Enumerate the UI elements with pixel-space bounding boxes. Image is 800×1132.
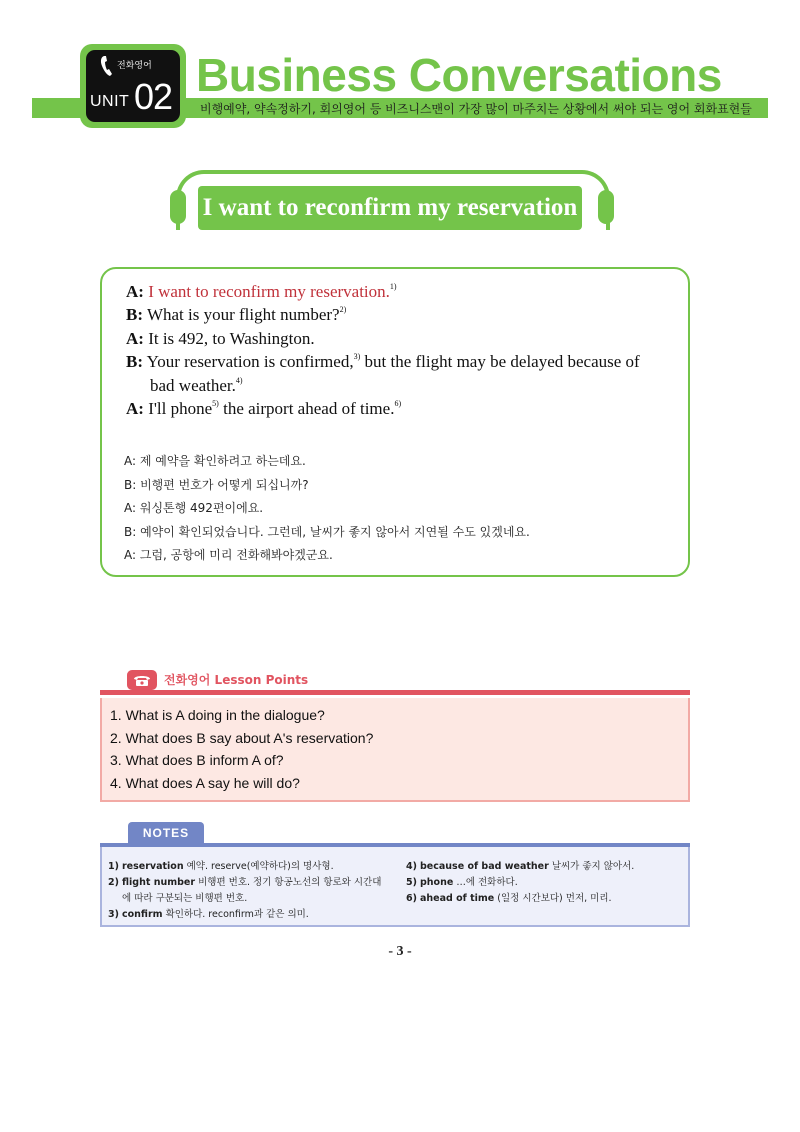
- dialogue-text: I want to reconfirm my reservation.: [148, 282, 390, 301]
- dialogue-text: It is 492, to Washington.: [148, 329, 315, 348]
- note-desc: 예약. reserve(예약하다)의 명사형.: [186, 861, 334, 872]
- note-number: 5): [406, 877, 417, 888]
- unit-label: UNIT: [90, 93, 130, 110]
- speaker: B:: [126, 305, 143, 324]
- lesson-title-banner: [198, 186, 582, 230]
- note-number: 6): [406, 893, 417, 904]
- note-ref: 2): [339, 305, 347, 314]
- note-desc: (일정 시간보다) 먼저, 미리.: [497, 893, 612, 904]
- note-item: [122, 890, 247, 904]
- note-number: 4): [406, 861, 417, 872]
- note-item: [108, 858, 334, 872]
- telephone-icon: [127, 670, 157, 690]
- note-ref: 1): [389, 282, 397, 291]
- note-term: confirm: [121, 909, 163, 920]
- note-item: [406, 858, 634, 872]
- dialogue-text: What is your flight number?: [146, 305, 340, 324]
- note-ref: 6): [394, 399, 402, 408]
- note-item: [406, 890, 612, 904]
- banner-earpiece-right: [598, 190, 614, 224]
- note-desc: 에 따라 구분되는 비행편 번호.: [122, 893, 248, 904]
- notes-tab: [128, 822, 204, 844]
- note-term: phone: [419, 877, 454, 888]
- dialogue-text: Your reservation is confirmed,: [146, 352, 354, 371]
- dialogue-line: [126, 329, 315, 349]
- note-desc: …에 전화하다.: [456, 877, 518, 888]
- translation-line: B: 예약이 확인되었습니다. 그런데, 날씨가 좋지 않아서 지연될 수도 있겠네요.: [124, 525, 530, 539]
- dialogue-line: [126, 399, 401, 419]
- lesson-points-heading: 전화영어 Lesson Points: [164, 673, 309, 687]
- note-number: 2): [108, 877, 119, 888]
- translation-line: A: 워싱톤행 492편이에요.: [124, 501, 264, 515]
- note-desc: 비행편 번호. 정기 항공노선의 항로와 시간대: [198, 877, 382, 888]
- banner-earpiece-left: [170, 190, 186, 224]
- lesson-title: I want to reconfirm my reservation: [202, 194, 578, 221]
- translation-line: B: 비행편 번호가 어떻게 되십니까?: [124, 478, 309, 492]
- speaker: A:: [126, 399, 144, 418]
- dialogue-line: [126, 352, 640, 372]
- lesson-question: 3. What does B inform A of?: [110, 752, 284, 768]
- note-ref: 3): [353, 352, 361, 361]
- note-ref: 5): [212, 399, 219, 408]
- lesson-question: 2. What does B say about A's reservation?: [110, 730, 374, 746]
- note-item: [108, 906, 309, 920]
- speaker: A:: [126, 329, 144, 348]
- dialogue-line: [126, 305, 346, 325]
- dialogue-text: but the flight may be delayed because of: [360, 352, 640, 371]
- speaker: B:: [126, 352, 143, 371]
- unit-number: 02: [134, 76, 173, 117]
- page-title: Business Conversations: [196, 49, 722, 101]
- note-term: reservation: [121, 861, 184, 872]
- note-number: 3): [108, 909, 119, 920]
- translation-line: A: 그럼, 공항에 미리 전화해봐야겠군요.: [124, 548, 333, 562]
- note-item: [406, 874, 518, 888]
- unit-category: 전화영어: [117, 61, 152, 71]
- note-item: [108, 874, 381, 888]
- note-term: ahead of time: [419, 893, 495, 904]
- note-desc: 확인하다. reconfirm과 같은 의미.: [165, 909, 309, 920]
- note-term: because of bad weather: [419, 861, 549, 872]
- translation-line: A: 제 예약을 확인하려고 하는데요.: [124, 454, 306, 468]
- note-number: 1): [108, 861, 119, 872]
- header-subtitle: 비행예약, 약속정하기, 회의영어 등 비즈니스맨이 가장 많이 마주치는 상황에서 써야 되는 영어 회화표현들: [200, 102, 752, 116]
- speaker: A:: [126, 282, 144, 301]
- dialogue-text: I'll phone: [148, 399, 213, 418]
- notes-heading: NOTES: [142, 826, 190, 840]
- dialogue-line: [126, 282, 397, 302]
- dialogue-line: [150, 376, 243, 396]
- dialogue-text: bad weather.: [150, 376, 236, 395]
- phone-icon: [100, 55, 114, 77]
- lesson-points-rule: [100, 690, 690, 695]
- page-number: - 3 -: [388, 944, 412, 959]
- lesson-question: 1. What is A doing in the dialogue?: [110, 707, 325, 723]
- note-term: flight number: [121, 877, 196, 888]
- lesson-question: 4. What does A say he will do?: [110, 775, 300, 791]
- note-desc: 날씨가 좋지 않아서.: [551, 861, 635, 872]
- dialogue-text: the airport ahead of time.: [218, 399, 395, 418]
- note-ref: 4): [235, 376, 243, 385]
